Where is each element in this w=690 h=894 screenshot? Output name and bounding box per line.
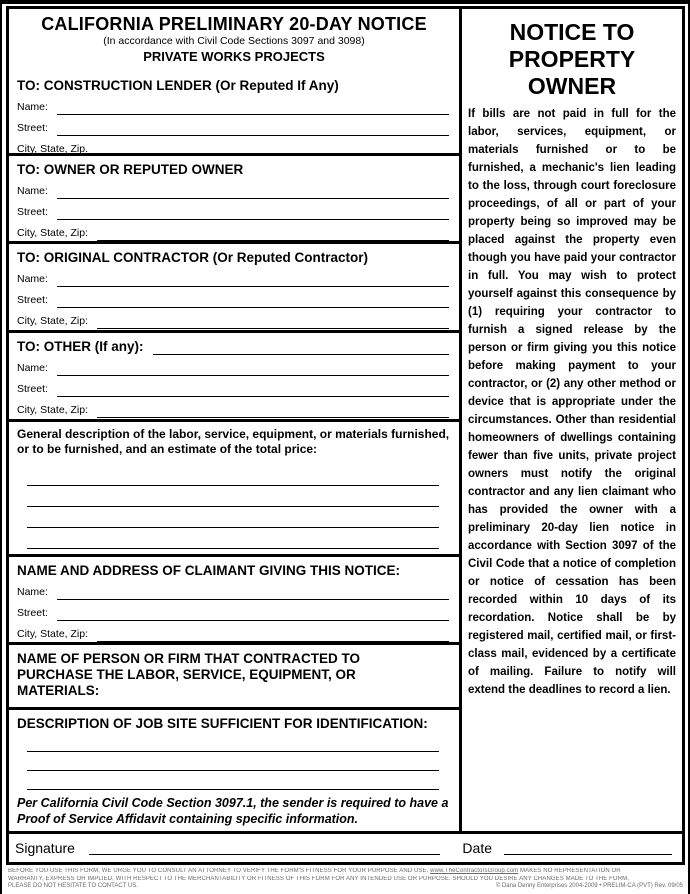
name-input-line[interactable] xyxy=(57,184,449,199)
city-state-zip-label: City, State, Zip: xyxy=(17,628,88,640)
signature-input-line[interactable] xyxy=(89,841,440,855)
disclaimer-line-1-pre: BEFORE YOU USE THIS FORM, WE URGE YOU TO CONSULT AN ATTORNEY TO VERIFY THE FORM'S FITNESS FOR YOUR PURPOSE AND USE. xyxy=(8,868,429,874)
claimant-name-row xyxy=(17,579,451,600)
city-state-zip-input-line[interactable] xyxy=(97,226,449,241)
street-input-line[interactable] xyxy=(57,293,449,308)
owner-heading: TO: OWNER OR REPUTED OWNER xyxy=(17,162,244,177)
lender-city-row xyxy=(17,136,451,156)
signature-label: Signature xyxy=(15,840,75,856)
other-heading-row xyxy=(17,333,451,355)
name-input-line[interactable] xyxy=(57,585,449,600)
contractor-heading: TO: ORIGINAL CONTRACTOR (Or Reputed Contractor) xyxy=(17,250,368,265)
form-title-block xyxy=(17,9,451,64)
other-name-row xyxy=(17,355,451,376)
notice-heading: NOTICE TO PROPERTY OWNER xyxy=(508,19,636,99)
section-general-description xyxy=(9,422,459,557)
disclaimer-line-3 xyxy=(8,883,683,891)
owner-name-row xyxy=(17,178,451,199)
street-label: Street: xyxy=(17,383,48,395)
disclaimer-contact-text: PLEASE DO NOT HESITATE TO CONTACT US. xyxy=(8,883,138,889)
owner-street-row xyxy=(17,199,451,220)
section-owner xyxy=(9,156,459,244)
street-label: Street: xyxy=(17,122,48,134)
description-input-line[interactable] xyxy=(27,507,439,528)
lender-heading: TO: CONSTRUCTION LENDER (Or Reputed If Any) xyxy=(17,78,339,93)
jobsite-input-line[interactable] xyxy=(27,771,439,790)
form-left-column xyxy=(6,6,462,834)
owner-city-row xyxy=(17,220,451,241)
section-other xyxy=(9,333,459,422)
form-body xyxy=(6,6,685,834)
city-state-zip-input-line[interactable] xyxy=(97,627,449,642)
section-construction-lender xyxy=(9,9,459,156)
description-input-line[interactable] xyxy=(27,486,439,507)
lender-name-row xyxy=(17,94,451,115)
description-input-line[interactable] xyxy=(27,528,439,549)
date-label: Date xyxy=(462,840,492,856)
city-state-zip-input-line[interactable] xyxy=(97,403,449,418)
contractor-street-row xyxy=(17,287,451,308)
street-label: Street: xyxy=(17,294,48,306)
street-label: Street: xyxy=(17,206,48,218)
form-subtitle: (In accordance with Civil Code Sections 3097 and 3098) xyxy=(103,35,365,47)
notice-to-property-owner-panel xyxy=(459,6,685,834)
other-heading: TO: OTHER (If any): xyxy=(17,339,144,354)
name-label: Name: xyxy=(17,185,48,197)
street-input-line[interactable] xyxy=(57,205,449,220)
other-input-line[interactable] xyxy=(153,342,450,355)
price-estimate-row xyxy=(205,549,451,557)
city-state-zip-label: City, State, Zip: xyxy=(17,315,88,327)
description-heading: General description of the labor, service, equipment, or materials furnished, or to be furnished, and an estimate of the total price: xyxy=(17,427,450,456)
city-state-zip-input-line[interactable] xyxy=(97,314,449,329)
section-claimant xyxy=(9,557,459,645)
other-street-row xyxy=(17,376,451,397)
city-state-zip-label: City, State, Zip. xyxy=(17,143,88,155)
contractor-city-row xyxy=(17,308,451,329)
section-purchaser xyxy=(9,645,459,710)
name-label: Name: xyxy=(17,362,48,374)
date-input-line[interactable] xyxy=(504,841,672,855)
claimant-street-row xyxy=(17,600,451,621)
jobsite-heading: DESCRIPTION OF JOB SITE SUFFICIENT FOR IDENTIFICATION: xyxy=(17,716,428,731)
claimant-city-row xyxy=(17,621,451,642)
description-input-line[interactable] xyxy=(27,457,439,486)
claimant-heading: NAME AND ADDRESS OF CLAIMANT GIVING THIS NOTICE: xyxy=(17,563,400,578)
disclaimer-line-2: WARRANTY, EXPRESS OR IMPLIED, WITH RESPECT TO THE MERCHANTABILITY OR FITNESS OF THIS FORM FOR ANY INTENDED USE OR PURPOSE. SHOULD YOU DESIRE ANY CHANGES MADE TO THE FORM, xyxy=(8,875,629,882)
footer-disclaimer xyxy=(6,865,685,891)
form-title: CALIFORNIA PRELIMINARY 20-DAY NOTICE xyxy=(41,14,427,34)
street-label: Street: xyxy=(17,607,48,619)
disclaimer-line-1 xyxy=(8,868,683,876)
street-input-line[interactable] xyxy=(57,121,449,136)
city-state-zip-label: City, State, Zip: xyxy=(17,227,88,239)
name-input-line[interactable] xyxy=(57,272,449,287)
street-input-line[interactable] xyxy=(57,606,449,621)
name-input-line[interactable] xyxy=(57,361,449,376)
lender-street-row xyxy=(17,115,451,136)
jobsite-input-line[interactable] xyxy=(27,732,439,752)
affidavit-note: Per California Civil Code Section 3097.1, the sender is required to have a Proof of Service Affidavit containing specific information. xyxy=(17,796,449,826)
city-state-zip-input-line[interactable] xyxy=(97,142,449,156)
contractor-name-row xyxy=(17,266,451,287)
signature-date-row xyxy=(6,831,685,865)
section-jobsite xyxy=(9,710,459,831)
purchaser-input-line[interactable] xyxy=(21,699,437,710)
name-input-line[interactable] xyxy=(57,100,449,115)
name-label: Name: xyxy=(17,101,48,113)
city-state-zip-label: City, State, Zip: xyxy=(17,404,88,416)
copyright-text: © Dana Denny Enterprises 2004-2009 • PRELIM-CA (PVT) Rev. 09/05 xyxy=(495,883,683,889)
purchaser-heading: NAME OF PERSON OR FIRM THAT CONTRACTED TO PURCHASE THE LABOR, SERVICE, EQUIPMENT, OR MATERIALS: xyxy=(17,651,360,698)
street-input-line[interactable] xyxy=(57,382,449,397)
project-type-label: PRIVATE WORKS PROJECTS xyxy=(143,49,325,64)
disclaimer-line-1-post: MAKES NO REPRESENTATION OR xyxy=(520,868,621,874)
jobsite-input-line[interactable] xyxy=(27,752,439,771)
name-label: Name: xyxy=(17,586,48,598)
footer-website-link[interactable]: www.TheContractorsGroup.com xyxy=(430,868,519,874)
section-original-contractor xyxy=(9,244,459,333)
notice-body-text: If bills are not paid in full for the labor, services, equipment, or materials furnished or to be furnished, a mechanic's lien leading to the loss, through court foreclosure proceedings, of all or part of your property being so improved may be placed against the property even though you have paid your contractor in full. You may wish to protect yourself against this consequence by (1) requiring your contractor to furnish a signed release by the person or firm giving you this notice before making payment to your contractor, or (2) any other method or device that is appropriate under the circumstances. Other than residential homeowners of dwellings containing fewer than five units, private project owners must notify the original contractor and any lien claimant who has provided the owner with a preliminary 20-day lien notice in accordance with Section 3097 of the Civil Code that a notice of completion or notice of cessation has been recorded within 10 days of its recordation. Notice shall be by registered mail, certified mail, or first-class mail, evidenced by a certificate of mailing. Failure to notify will extend the deadlines to record a lien. xyxy=(468,108,676,696)
other-city-row xyxy=(17,397,451,418)
name-label: Name: xyxy=(17,273,48,285)
